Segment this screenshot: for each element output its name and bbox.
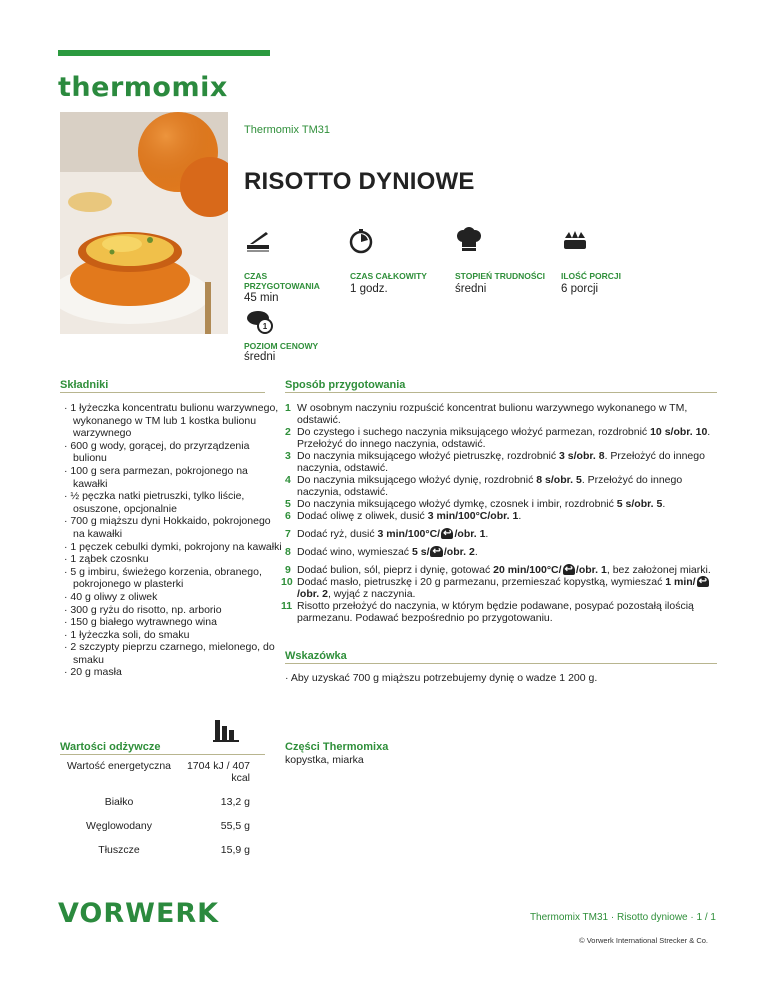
list-item: · 5 g imbiru, świeżego korzenia, obranego, pokrojonego w plasterki xyxy=(64,565,262,591)
prep-time-value: 45 min xyxy=(244,292,279,304)
method-step: 9 Dodać bulion, sól, pieprz i dynię, gotować 20 min/100°C/ ↩ /obr. 1, bez założonej miarki. xyxy=(285,564,711,576)
list-item: · 1 łyżeczka koncentratu bulionu warzywnego, wykonanego w TM lub 1 kostka bulionu warzywnego xyxy=(64,402,279,440)
table-row: Węglowodany 55,5 g xyxy=(86,820,250,832)
tips-rule xyxy=(285,663,717,664)
list-item: · 20 g masła xyxy=(64,666,122,679)
reverse-icon: ↩ xyxy=(443,528,452,539)
ingredients-heading: Składniki xyxy=(60,379,109,391)
method-heading: Sposób przygotowania xyxy=(285,379,406,391)
reverse-icon: ↩ xyxy=(564,564,573,575)
tip-item: · Aby uzyskać 700 g miąższu potrzebujemy dynię o wadze 1 200 g. xyxy=(285,672,598,684)
knife-board-icon xyxy=(244,226,272,254)
price-label: POZIOM CENOWY xyxy=(244,341,319,351)
list-item: · 300 g ryżu do risotto, np. arborio xyxy=(64,603,222,616)
parts-text: kopystka, miarka xyxy=(285,754,364,766)
method-step: 7 Dodać ryż, dusić 3 min/100°C/ ↩ /obr. 1. xyxy=(285,528,489,540)
total-time-label: CZAS CAŁKOWITY xyxy=(350,271,427,281)
list-item: · 700 g miąższu dyni Hokkaido, pokrojonego na kawałki xyxy=(64,515,271,540)
parts-heading: Części Thermomixa xyxy=(285,741,389,753)
nutrition-table xyxy=(60,760,250,864)
method-step: 11 Risotto przełożyć do naczynia, w którym będzie podawane, posypać pozostałą ilością parmezanu. Podawać bezpośrednio po przygotowaniu. xyxy=(281,600,694,624)
machine-model: Thermomix TM31 xyxy=(244,124,330,136)
list-item: · ½ pęczka natki pietruszki, tylko liście, osuszone, opcjonalnie xyxy=(64,490,245,515)
reverse-icon: ↩ xyxy=(432,546,441,557)
svg-text:1: 1 xyxy=(262,322,268,331)
servings-value: 6 porcji xyxy=(561,283,599,295)
difficulty-label: STOPIEŃ TRUDNOŚCI xyxy=(455,271,546,281)
method-step: 3 Do naczynia miksującego włożyć pietruszkę, rozdrobnić 3 s/obr. 8. Przełożyć do innego naczynia, odstawić. xyxy=(285,450,705,474)
list-item: · 2 szczypty pieprzu czarnego, mielonego, do smaku xyxy=(64,641,275,666)
recipe-photo xyxy=(60,112,228,334)
method-step: 10 Dodać masło, pietruszkę i 20 g parmezanu, przemieszać kopystką, wymieszać 1 min/ ↩/obr. 2, wyjąć z naczynia. xyxy=(281,576,707,600)
recipe-title: RISOTTO DYNIOWE xyxy=(244,168,475,195)
nutrition-chart-icon xyxy=(213,717,241,745)
tips-heading: Wskazówka xyxy=(285,650,347,662)
method-step: 4 Do naczynia miksującego włożyć dynię, rozdrobnić 8 s/obr. 5. Przełożyć do innego naczynia, odstawić. xyxy=(285,474,683,498)
servings-bowl-icon xyxy=(561,226,589,254)
table-row: Wartość energetyczna 1704 kJ / 407 kcal xyxy=(66,760,250,784)
nutrition-rule xyxy=(60,754,265,755)
ingredients-rule xyxy=(60,392,265,393)
price-coin-icon xyxy=(244,308,272,336)
method-rule xyxy=(285,392,717,393)
method-step: 6 Dodać oliwę z oliwek, dusić 3 min/100°C/obr. 1. xyxy=(285,510,522,522)
list-item: · 1 łyżeczka soli, do smaku xyxy=(64,628,190,641)
nutrition-heading: Wartości odżywcze xyxy=(60,741,161,753)
servings-label: ILOŚĆ PORCJI xyxy=(561,271,621,281)
timer-icon xyxy=(348,228,376,256)
list-item: · 600 g wody, gorącej, do przyrządzenia bulionu xyxy=(64,439,250,465)
table-row: Tłuszcze 15,9 g xyxy=(98,844,250,856)
reverse-icon: ↩ xyxy=(698,576,707,587)
method-step: 2 Do czystego i suchego naczynia miksującego włożyć parmezan, rozdrobnić 10 s/obr. 10. Przełożyć do innego naczynia, odstawić. xyxy=(285,426,711,450)
ingredients-list xyxy=(60,402,285,679)
list-item: · 1 pęczek cebulki dymki, pokrojony na kawałki xyxy=(64,540,282,553)
list-item: · 100 g sera parmezan, pokrojonego na kawałki xyxy=(64,464,248,490)
price-value: średni xyxy=(244,351,276,363)
prep-time-label: CZAS PRZYGOTOWANIA xyxy=(244,271,320,291)
list-item: · 150 g białego wytrawnego wina xyxy=(64,616,217,629)
footer-info: Thermomix TM31 · Risotto dyniowe · 1 / 1 xyxy=(529,912,716,923)
difficulty-value: średni xyxy=(455,283,487,295)
table-row: Białko 13,2 g xyxy=(104,796,250,808)
method-step: 5 Do naczynia miksującego włożyć dymkę, czosnek i imbir, rozdrobnić 5 s/obr. 5. xyxy=(285,498,666,510)
copyright: © Vorwerk International Strecker & Co. xyxy=(579,936,708,945)
method-step: 8 Dodać wino, wymieszać 5 s/ ↩ /obr. 2. xyxy=(285,546,478,558)
thermomix-logo: thermomix xyxy=(58,72,228,103)
method-steps xyxy=(281,402,715,624)
vorwerk-logo: VORWERK xyxy=(58,898,220,929)
total-time-value: 1 godz. xyxy=(350,283,388,295)
list-item: · 40 g oliwy z oliwek xyxy=(64,590,158,603)
chef-hat-icon xyxy=(455,226,483,254)
top-accent-bar xyxy=(58,50,270,56)
method-step: 1 W osobnym naczyniu rozpuścić koncentrat bulionu warzywnego wykonanego w TM, odstawić. xyxy=(285,402,688,426)
list-item: · 1 ząbek czosnku xyxy=(64,553,149,566)
